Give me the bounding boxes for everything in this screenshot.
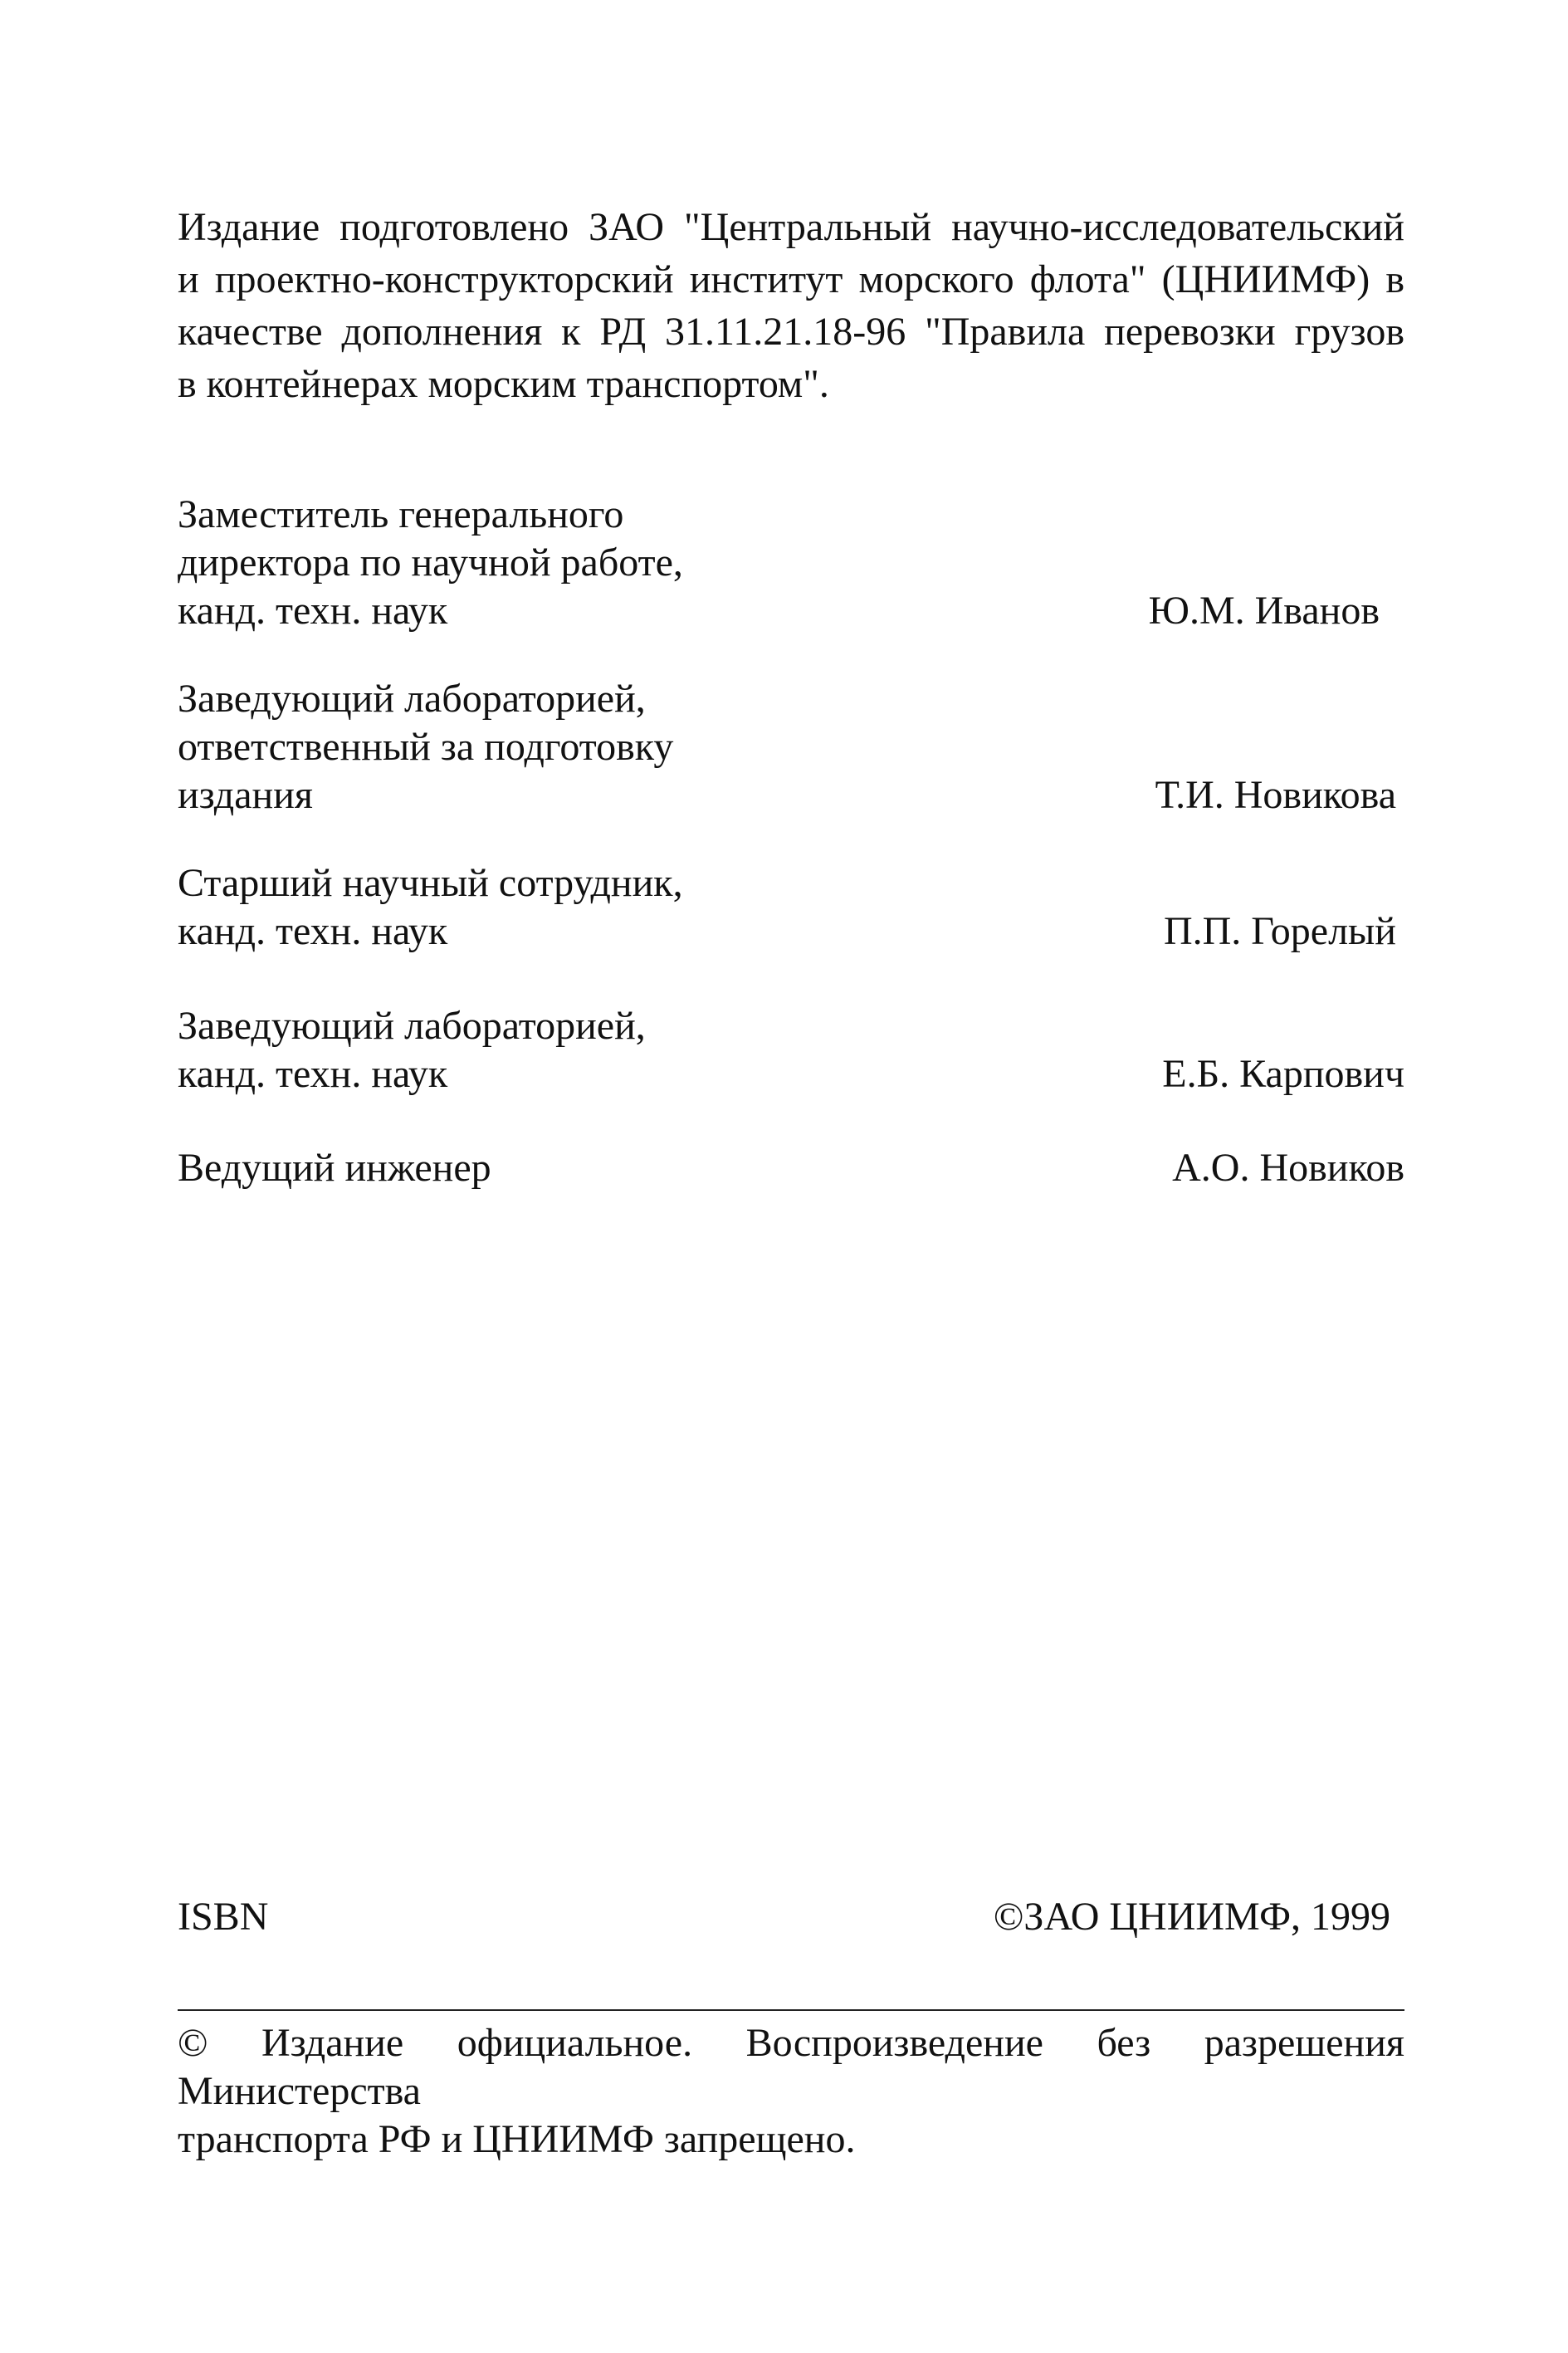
staff-entry-lab-head-responsible <box>178 675 1404 819</box>
staff-entry-lab-head <box>178 1002 1404 1098</box>
footnote-divider <box>178 2009 1404 2011</box>
staff-entry-lead-engineer <box>178 1144 1404 1192</box>
staff-title-line: канд. техн. наук <box>178 589 448 633</box>
staff-name: Ю.М. Иванов <box>1148 589 1380 633</box>
copyright-notice: ©ЗАО ЦНИИМФ, 1999 <box>993 1895 1390 1939</box>
intro-line: в контейнерах морским транспортом". <box>178 362 829 406</box>
footnote <box>178 2019 1404 2164</box>
footnote-line: © Издание официальное. Воспроизведение без разрешения Министерства <box>178 2021 1404 2113</box>
intro-line: Издание подготовлено ЗАО "Центральный научно-исследовательский <box>178 205 1404 249</box>
intro-line: и проектно-конструкторский институт морского флота" (ЦНИИМФ) в <box>178 257 1404 301</box>
staff-title-line: Ведущий инженер <box>178 1146 491 1190</box>
staff-title <box>178 859 925 956</box>
staff-name: Е.Б. Карпович <box>1162 1052 1404 1096</box>
staff-title-line: ответственный за подготовку <box>178 725 674 769</box>
staff-name: А.О. Новиков <box>1172 1146 1404 1190</box>
staff-name: Т.И. Новикова <box>1155 773 1396 817</box>
staff-title-line: Старший научный сотрудник, <box>178 861 683 905</box>
staff-title-line: канд. техн. наук <box>178 909 448 953</box>
intro-line: качестве дополнения к РД 31.11.21.18-96 "Правила перевозки грузов <box>178 310 1404 354</box>
staff-title <box>178 1002 925 1098</box>
staff-title-line: директора по научной работе, <box>178 541 683 585</box>
staff-title-line: Заместитель генерального <box>178 492 624 536</box>
staff-title-line: Заведующий лабораторией, <box>178 677 646 721</box>
footnote-line: транспорта РФ и ЦНИИМФ запрещено. <box>178 2117 856 2161</box>
staff-title <box>178 491 925 635</box>
intro-paragraph <box>178 201 1404 410</box>
staff-title-line: канд. техн. наук <box>178 1052 448 1096</box>
staff-entry-senior-researcher <box>178 859 1404 956</box>
isbn-label: ISBN <box>178 1895 269 1939</box>
staff-title-line: Заведующий лабораторией, <box>178 1004 646 1048</box>
staff-title-line: издания <box>178 773 313 817</box>
staff-entry-deputy-director <box>178 491 1404 635</box>
staff-name: П.П. Горелый <box>1163 909 1396 953</box>
staff-title <box>178 1144 925 1192</box>
staff-title <box>178 675 925 819</box>
